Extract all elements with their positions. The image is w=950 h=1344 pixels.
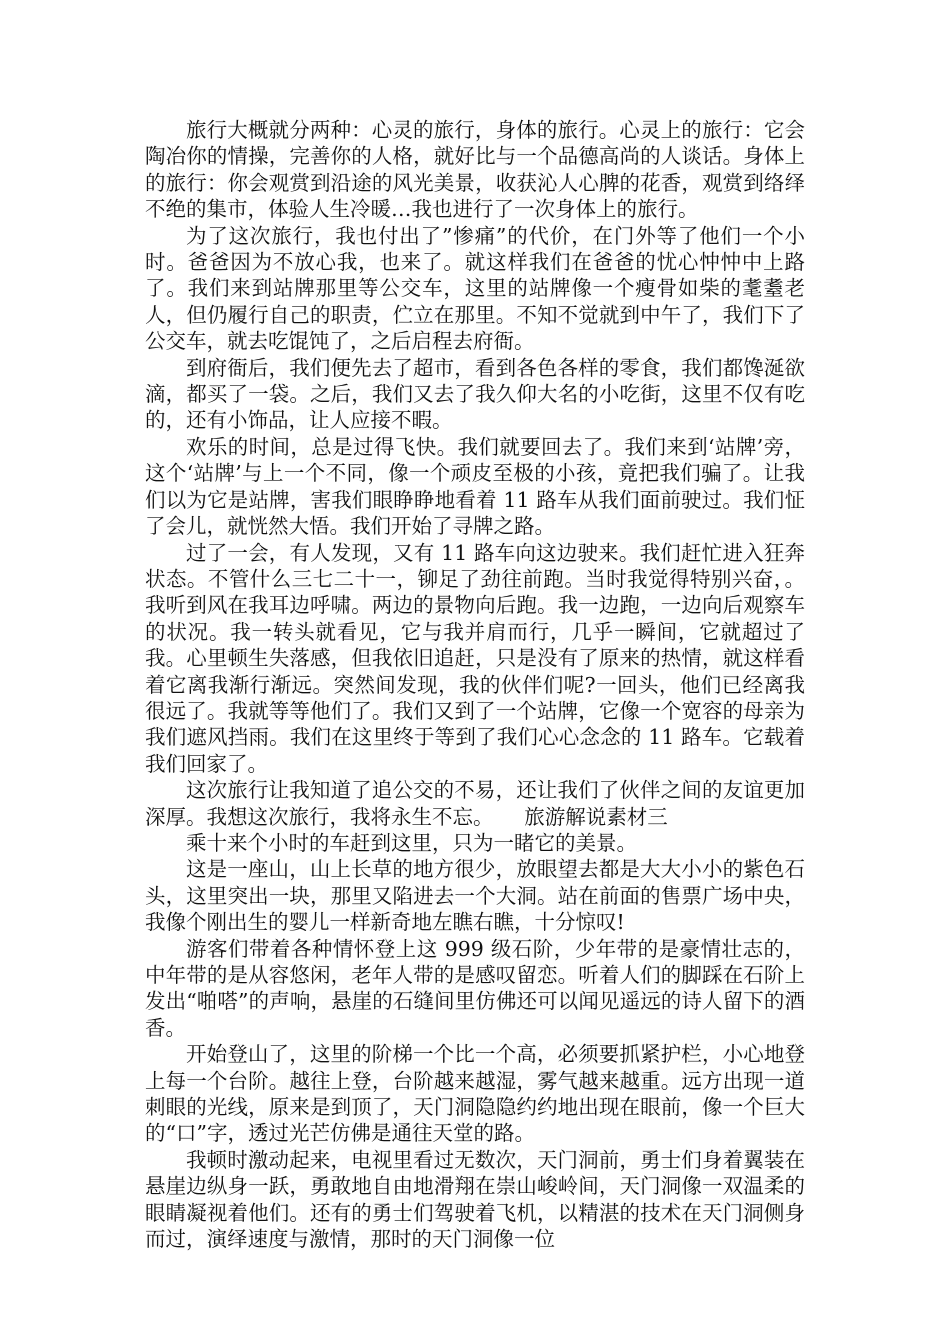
paragraph-8: 这是一座山，山上长草的地方很少，放眼望去都是大大小小的紫色石头，这里突出一块，那里又陷进去一个大洞。站在前面的售票广场中央，我像个刚出生的婴儿一样新奇地左瞧右瞧，十分惊叹! xyxy=(145,857,805,935)
paragraph-9: 游客们带着各种情怀登上这 999 级石阶，少年带的是豪情壮志的，中年带的是从容悠闲，老年人带的是感叹留恋。听着人们的脚踩在石阶上发出“啪嗒”的声响，悬崖的石缝间里仿佛还可以闻见遥远的诗人留下的酒香。 xyxy=(145,936,805,1040)
document-body xyxy=(145,117,805,1252)
paragraph-6: 这次旅行让我知道了追公交的不易，还让我们了伙伴之间的友谊更加深厚。我想这次旅行，我将永生不忘。 旅游解说素材三 xyxy=(145,778,805,829)
paragraph-3: 到府衙后，我们便先去了超市，看到各色各样的零食，我们都馋涎欲滴，都买了一袋。之后，我们又去了我久仰大名的小吃街，这里不仅有吃的，还有小饰品，让人应接不暇。 xyxy=(145,355,805,433)
paragraph-11: 我顿时激动起来，电视里看过无数次，天门洞前，勇士们身着翼装在悬崖边纵身一跃，勇敢地自由地滑翔在崇山峻岭间，天门洞像一双温柔的眼睛凝视着他们。还有的勇士们驾驶着飞机，以精湛的技术在天门洞侧身而过，演绎速度与激情，那时的天门洞像一位 xyxy=(145,1147,805,1252)
paragraph-10: 开始登山了，这里的阶梯一个比一个高，必须要抓紧护栏，小心地登上每一个台阶。越往上登，台阶越来越湿，雾气越来越重。远方出现一道刺眼的光线，原来是到顶了，天门洞隐隐约约地出现在眼前，像一个巨大的“口”字，透过光芒仿佛是通往天堂的路。 xyxy=(145,1042,805,1146)
paragraph-7: 乘十来个小时的车赶到这里，只为一睹它的美景。 xyxy=(186,830,637,855)
paragraph-1: 旅行大概就分两种：心灵的旅行，身体的旅行。心灵上的旅行：它会陶冶你的情操，完善你的人格，就好比与一个品德高尚的人谈话。身体上的旅行：你会观赏到沿途的风光美景，收获沁人心脾的花香，观赏到络绎不绝的集市，体验人生冷暖…我也进行了一次身体上的旅行。 xyxy=(145,118,805,222)
paragraph-5: 过了一会，有人发现，又有 11 路车向这边驶来。我们赶忙进入狂奔状态。不管什么三七二十一，铆足了劲往前跑。当时我觉得特别兴奋，。我听到风在我耳边呼啸。两边的景物向后跑。我一边跑，一边向后观察车的状况。我一转头就看见，它与我并肩而行，几乎一瞬间，它就超过了我。心里顿生失落感，但我依旧追赶，只是没有了原来的热情，就这样看着它离我渐行渐远。突然间发现，我的伙伴们呢?一回头，他们已经离我很远了。我就等等他们了。我们又到了一个站牌，它像一个宽容的母亲为我们遮风挡雨。我们在这里终于等到了我们心心念念的 11 路车。它载着我们回家了。 xyxy=(145,540,805,776)
paragraph-2: 为了这次旅行，我也付出了”惨痛”的代价，在门外等了他们一个小时。爸爸因为不放心我，也来了。就这样我们在爸爸的忧心忡忡中上路了。我们来到站牌那里等公交车，这里的站牌像一个瘦骨如柴的耄耋老人，但仍履行自己的职责，伫立在那里。不知不觉就到中午了，我们下了公交车，就去吃馄饨了，之后启程去府衙。 xyxy=(145,223,805,354)
paragraph-4: 欢乐的时间，总是过得飞快。我们就要回去了。我们来到‘站牌’旁，这个‘站牌’与上一个不同，像一个顽皮至极的小孩，竟把我们骗了。让我们以为它是站牌，害我们眼睁睁地看着 11 路车从我们面前驶过。我们怔了会儿，就恍然大悟。我们开始了寻牌之路。 xyxy=(145,434,805,539)
